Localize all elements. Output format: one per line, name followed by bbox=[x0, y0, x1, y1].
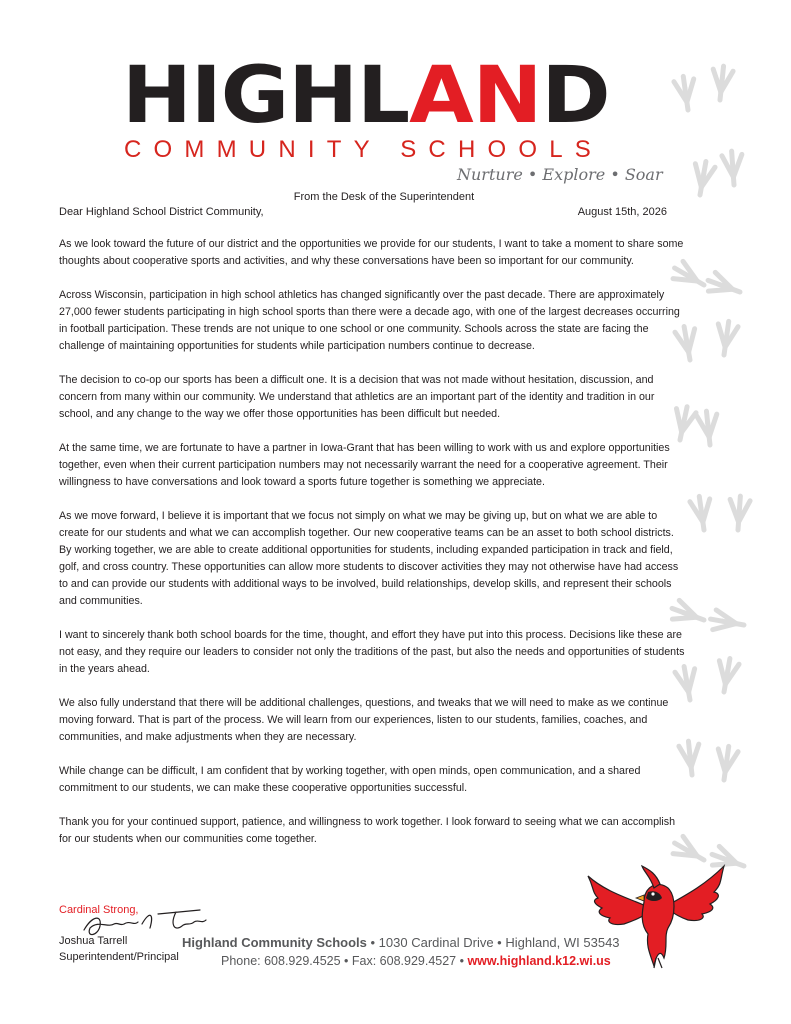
letter-greeting: Dear Highland School District Community, bbox=[59, 206, 264, 218]
paragraph: The decision to co-op our sports has been a difficult one. It is a decision that was not made without hesitation, discussion, and concern from many within our community. We understand that athletics are an important part of the identity and tradition in our school, and any change to the way we offer those opportunities has been difficult but needed. bbox=[59, 374, 655, 420]
highland-logo bbox=[122, 51, 678, 141]
logo-subtitle: COMMUNITY SCHOOLS bbox=[124, 136, 603, 163]
paragraph: We also fully understand that there will be additional challenges, questions, and tweaks that we will need to make as we continue moving forward. That is part of the process. We will learn from our experiences, listen to our students, families, coaches, and communities, and make adjustments when they are necessary. bbox=[59, 697, 669, 743]
letter-header: From the Desk of the Superintendent bbox=[293, 191, 475, 203]
paragraph: While change can be difficult, I am confident that by working together, with open minds, open communication, and a shared commitment to our students, we can make these cooperative opportunities successful. bbox=[59, 765, 641, 794]
letter-date: August 15th, 2026 bbox=[577, 206, 667, 218]
logo-text-part1: HIGHL bbox=[122, 51, 410, 141]
paragraph: As we move forward, I believe it is important that we focus not simply on what we may be giving up, but on what we are able to create for our students and what we can accomplish together. Our new cooperative teams can be an asset to both school districts. By working together, we are able to create additional opportunities for students, including expanded participation in track and field, golf, and cross country. These opportunities can allow more students to discover activities they may not otherwise have had access to and can provide our students with additional ways to be involved, build relationships, develop skills, and represent their schools and communities. bbox=[59, 510, 679, 607]
footer-address-line bbox=[182, 935, 642, 950]
paragraph: As we look toward the future of our district and the opportunities we provide for our students, I want to take a moment to share some thoughts about cooperative sports and activities, and why these conversations have been so important for our community. bbox=[59, 238, 684, 267]
footer-website-link[interactable]: www.highland.k12.wi.us bbox=[467, 954, 611, 968]
footer-contact: Phone: 608.929.4525 • Fax: 608.929.4527 • bbox=[221, 954, 468, 968]
paragraph: Across Wisconsin, participation in high school athletics has changed significantly over the past decade. There are approximately 27,000 fewer students participating in high school sports than there were a decade ago, with one of the largest decreases occurring in football participation. These trends are not unique to one school or one community. Schools across the state are facing the challenge of maintaining opportunities for students while participation numbers continue to decrease. bbox=[59, 289, 680, 352]
logo-text-accent: AN bbox=[409, 51, 542, 141]
logo-tagline: Nurture • Explore • Soar bbox=[457, 165, 663, 184]
logo-text-part2: D bbox=[541, 51, 610, 141]
letter-body bbox=[59, 236, 687, 865]
letter-closing: Cardinal Strong, bbox=[59, 904, 139, 916]
footer-address: • 1030 Cardinal Drive • Highland, WI 53543 bbox=[366, 935, 620, 950]
paragraph: I want to sincerely thank both school boards for the time, thought, and effort they have put into this process. Decisions like these are not easy, and they require our leaders to consider not only the traditions of the past, but also the needs and opportunities of students in the years ahead. bbox=[59, 629, 685, 675]
footer-contact-line bbox=[221, 954, 661, 968]
signer-title: Superintendent/Principal bbox=[59, 951, 179, 963]
signer-name: Joshua Tarrell bbox=[59, 935, 128, 947]
paragraph: Thank you for your continued support, patience, and willingness to work together. I look forward to seeing what we can accomplish for our students when our communities come together. bbox=[59, 816, 676, 845]
paragraph: At the same time, we are fortunate to have a partner in Iowa-Grant that has been willing to work with us and explore opportunities together, even when their current participation numbers may not necessarily warrant the need for a cooperative agreement. Their willingness to have conversations and look toward a sports future together is something we appreciate. bbox=[59, 442, 670, 488]
footer-school-name: Highland Community Schools bbox=[182, 935, 367, 950]
